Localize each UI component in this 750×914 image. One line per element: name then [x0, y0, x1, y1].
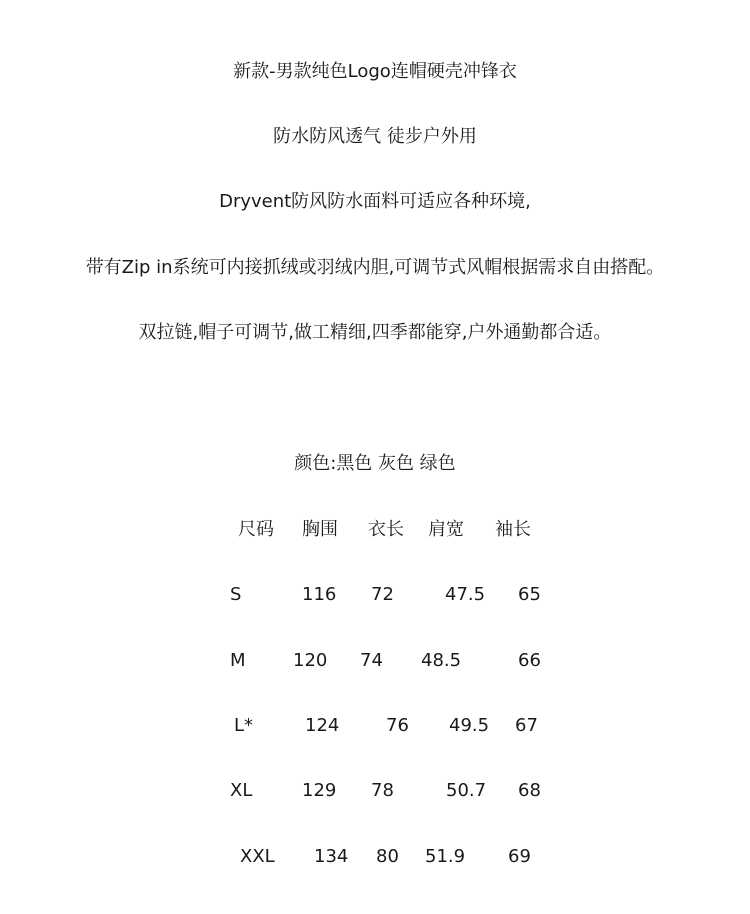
table-cell: 47.5	[445, 584, 486, 605]
table-header-cell: 袖长	[495, 519, 531, 540]
table-cell: 74	[360, 650, 383, 671]
table-cell: 48.5	[421, 650, 462, 671]
table-cell: S	[230, 584, 242, 605]
table-cell: 129	[302, 780, 337, 801]
table-cell: 69	[508, 846, 531, 867]
table-cell: 80	[376, 846, 399, 867]
colors-line	[0, 452, 750, 476]
table-cell: 78	[371, 780, 394, 801]
table-header-cell: 衣长	[368, 519, 404, 540]
table-cell: 65	[518, 584, 541, 605]
description-title: 新款-男款纯色Logo连帽硬壳冲锋衣	[233, 61, 517, 82]
description-liner: 带有Zip in系统可内接抓绒或羽绒内胆,可调节式风帽根据需求自由搭配。	[85, 257, 665, 278]
table-cell: 50.7	[446, 780, 487, 801]
colors-values: 黑色 灰色 绿色	[336, 453, 456, 474]
table-cell: XXL	[240, 846, 275, 867]
table-cell: 116	[302, 584, 337, 605]
table-cell: 68	[518, 780, 541, 801]
description-features: 防水防风透气 徒步户外用	[273, 126, 477, 147]
table-header-cell: 尺码	[238, 519, 274, 540]
description-details: 双拉链,帽子可调节,做工精细,四季都能穿,户外通勤都合适。	[138, 322, 612, 343]
table-cell: 124	[305, 715, 340, 736]
table-header-cell: 肩宽	[428, 519, 464, 540]
table-cell: 76	[386, 715, 409, 736]
table-cell: 120	[293, 650, 328, 671]
table-cell: 49.5	[449, 715, 490, 736]
table-cell: 66	[518, 650, 541, 671]
table-cell: 134	[314, 846, 349, 867]
table-cell: M	[230, 650, 246, 671]
table-cell: 67	[515, 715, 538, 736]
colors-label: 颜色:	[294, 453, 337, 474]
table-cell: XL	[230, 780, 253, 801]
table-cell: 51.9	[425, 846, 466, 867]
description-fabric: Dryvent防风防水面料可适应各种环境,	[219, 191, 531, 212]
table-cell: L*	[234, 715, 254, 736]
table-cell: 72	[371, 584, 394, 605]
table-header-cell: 胸围	[302, 519, 338, 540]
